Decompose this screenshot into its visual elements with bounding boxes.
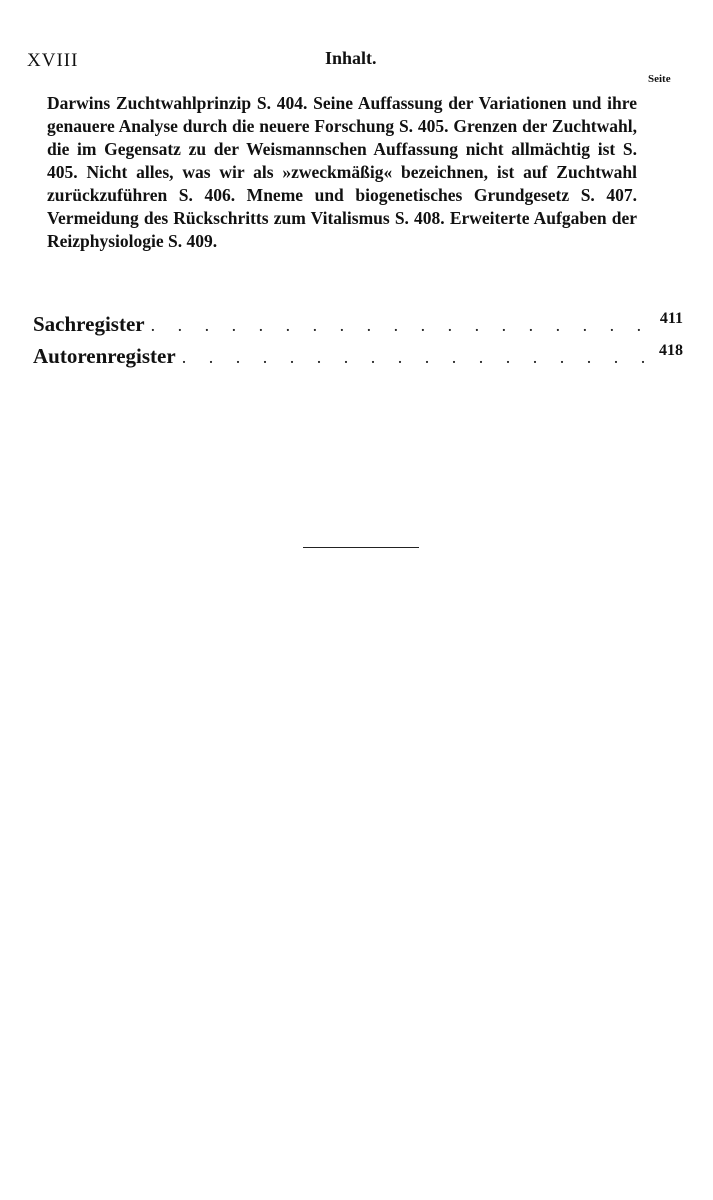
toc-entry-sachregister[interactable] — [33, 312, 683, 342]
toc-entry-autorenregister[interactable] — [33, 344, 683, 374]
page-number: XVIII — [27, 50, 79, 71]
page-column-label: Seite — [648, 73, 671, 85]
toc-entry-title: Autorenregister — [33, 344, 176, 368]
running-title: Inhalt. — [325, 48, 377, 68]
dot-leader — [145, 315, 649, 336]
toc-entry-page: 411 — [659, 310, 683, 327]
chapter-summary: Darwins Zuchtwahlprinzip S. 404. Seine Auffassung der Variationen und ihre genauere Analyse durch die neuere Forschung S. 405. Grenzen der Zuchtwahl, die im Gegensatz zu der Weismannschen Auffassung nicht allmächtig ist S. 405. Nicht alles, was wir als »zweckmäßig« bezeichnen, ist auf Zuchtwahl zurückzuführen S. 406. Mneme und biogenetisches Grundgesetz S. 407. Vermeidung des Rückschritts zum Vitalismus S. 408. Erweiterte Aufgaben der Reizphysiologie S. 409. — [47, 93, 637, 251]
toc-entry-page: 418 — [659, 342, 683, 359]
dot-leader — [176, 347, 649, 368]
end-rule — [303, 547, 419, 548]
toc-entry-title: Sachregister — [33, 312, 145, 336]
